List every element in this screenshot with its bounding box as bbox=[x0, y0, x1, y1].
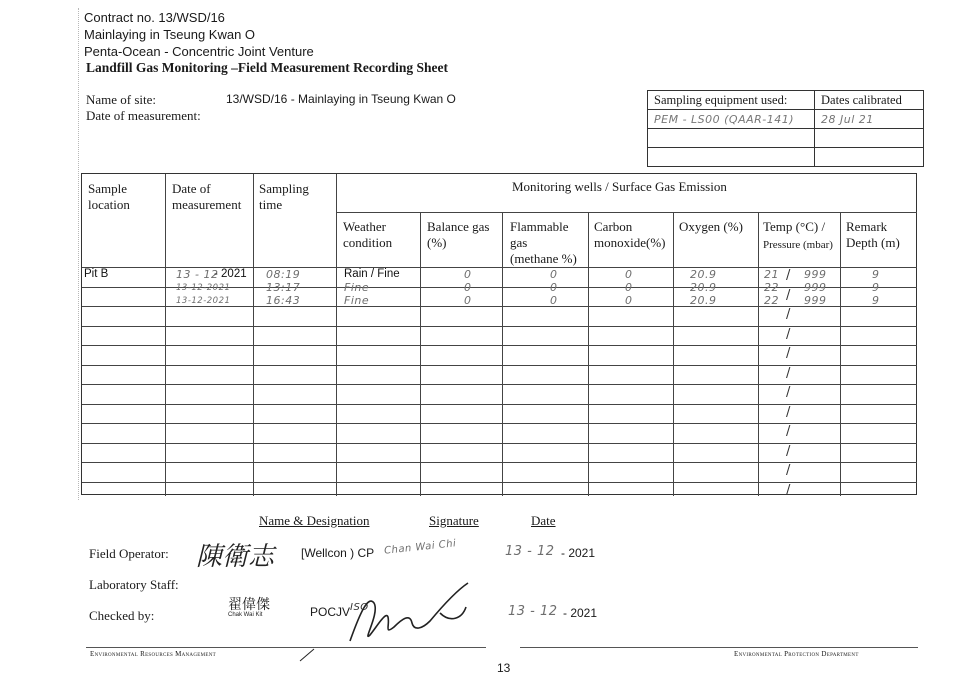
row-divider bbox=[82, 345, 917, 346]
project-name: Mainlaying in Tseung Kwan O bbox=[84, 27, 256, 42]
site-name-value: 13/WSD/16 - Mainlaying in Tseung Kwan O bbox=[226, 92, 456, 106]
footer-right: Environmental Protection Department bbox=[734, 650, 859, 658]
cell-temp: 22 bbox=[764, 294, 779, 307]
cell-flammable: 0 bbox=[550, 268, 558, 281]
checked-by-designation: POCJV bbox=[310, 605, 351, 619]
field-operator-date-hand: 13 - 12 bbox=[505, 544, 555, 559]
calibration-date: 28 Jul 21 bbox=[821, 112, 874, 126]
col-divider bbox=[165, 174, 166, 496]
equipment-empty-cell bbox=[648, 148, 815, 167]
cell-carbon: 0 bbox=[625, 268, 633, 281]
col-divider bbox=[502, 212, 503, 496]
cell-carbon: 0 bbox=[625, 294, 633, 307]
cell-date-hand: 13 - 12 bbox=[176, 268, 219, 281]
row-divider bbox=[82, 443, 917, 444]
temp-pressure-slash: / bbox=[786, 463, 791, 478]
cell-weather: Fine bbox=[344, 294, 370, 307]
temp-pressure-slash: / bbox=[786, 443, 791, 459]
col-divider bbox=[420, 212, 421, 496]
header-sample-location: Sample location bbox=[88, 181, 130, 212]
cell-oxygen: 20.9 bbox=[690, 281, 717, 294]
row-divider bbox=[82, 404, 917, 405]
header-balance-gas: Balance gas (%) bbox=[427, 219, 490, 250]
header-weather: Weather condition bbox=[343, 219, 393, 250]
checked-by-date-year: - 2021 bbox=[563, 606, 598, 620]
temp-pressure-slash: / bbox=[786, 268, 791, 283]
footer-rule-left bbox=[86, 647, 486, 648]
col-divider bbox=[758, 212, 759, 496]
equipment-value: PEM - LS00 (QAAR-141) bbox=[654, 112, 795, 126]
cell-pressure: 999 bbox=[804, 294, 827, 307]
col-date: Date bbox=[531, 513, 556, 528]
header-flammable-gas: Flammable gas (methane %) bbox=[510, 219, 577, 266]
header-block bbox=[84, 9, 314, 60]
row-divider bbox=[82, 423, 917, 424]
checked-by-signature bbox=[290, 573, 490, 663]
cell-remark: 9 bbox=[872, 281, 880, 294]
field-operator-chinese-signature: 陳衛志 bbox=[196, 542, 275, 572]
field-operator-label: Field Operator: bbox=[89, 546, 169, 561]
row-divider bbox=[82, 326, 917, 327]
temp-pressure-slash: / bbox=[786, 307, 791, 322]
cell-oxygen: 20.9 bbox=[690, 294, 717, 307]
checked-by-chinese-name: 翟偉傑 bbox=[228, 597, 270, 613]
temp-pressure-slash: / bbox=[786, 287, 791, 303]
field-operator-designation: [Wellcon ) CP bbox=[301, 546, 375, 560]
cell-location: Pit B bbox=[84, 268, 109, 280]
cell-temp: 22 bbox=[764, 281, 779, 294]
checked-by-english-name: Chak Wai Kit bbox=[228, 612, 263, 618]
equipment-table bbox=[647, 90, 924, 167]
checked-by-date-hand: 13 - 12 bbox=[508, 604, 558, 619]
measurement-table bbox=[81, 173, 917, 498]
cell-remark: 9 bbox=[872, 294, 880, 307]
row-divider bbox=[82, 482, 917, 483]
cell-remark: 9 bbox=[872, 268, 880, 281]
checked-by-label: Checked by: bbox=[89, 608, 155, 623]
page-margin-line bbox=[78, 8, 79, 500]
header-remark-depth: Remark Depth (m) bbox=[846, 219, 900, 250]
field-operator-signature: Chan Wai Chi bbox=[383, 538, 457, 557]
calibration-header: Dates calibrated bbox=[815, 91, 924, 110]
col-divider bbox=[253, 174, 254, 496]
col-divider bbox=[336, 174, 337, 496]
col-signature: Signature bbox=[429, 513, 479, 528]
equipment-empty-cell bbox=[648, 129, 815, 148]
cell-time: 16:43 bbox=[266, 294, 301, 307]
site-name-label: Name of site: bbox=[86, 92, 157, 107]
calibration-empty-cell bbox=[815, 129, 924, 148]
temp-pressure-slash: / bbox=[786, 346, 791, 361]
measurement-date-label: Date of measurement: bbox=[86, 108, 201, 123]
temp-pressure-slash: / bbox=[786, 385, 791, 400]
cell-oxygen: 20.9 bbox=[690, 268, 717, 281]
col-divider bbox=[673, 212, 674, 496]
cell-time: 13:17 bbox=[266, 281, 301, 294]
col-name-designation: Name & Designation bbox=[259, 513, 370, 528]
cell-flammable: 0 bbox=[550, 281, 558, 294]
contract-number: Contract no. 13/WSD/16 bbox=[84, 10, 225, 25]
cell-carbon: 0 bbox=[625, 281, 633, 294]
row-divider bbox=[336, 212, 917, 213]
field-operator-date-year: - 2021 bbox=[561, 546, 596, 560]
header-carbon-monoxide: Carbon monoxide(%) bbox=[594, 219, 666, 250]
cell-balance: 0 bbox=[464, 268, 472, 281]
page-number: 13 bbox=[497, 661, 511, 675]
col-divider bbox=[588, 212, 589, 496]
temp-pressure-slash: / bbox=[786, 404, 791, 420]
temp-pressure-slash: / bbox=[786, 365, 791, 381]
row-divider bbox=[82, 462, 917, 463]
laboratory-staff-label: Laboratory Staff: bbox=[89, 577, 179, 592]
temp-pressure-slash: / bbox=[786, 424, 791, 439]
checked-by-designation-hand: ISO bbox=[350, 602, 369, 613]
temp-pressure-slash: / bbox=[786, 482, 791, 498]
cell-balance: 0 bbox=[464, 294, 472, 307]
cell-flammable: 0 bbox=[550, 294, 558, 307]
row-divider bbox=[82, 365, 917, 366]
cell-weather: Fine bbox=[344, 281, 370, 294]
cell-temp: 21 bbox=[764, 268, 779, 281]
cell-pressure: 999 bbox=[804, 281, 827, 294]
header-temp-pressure: Temp (°C) / Pressure (mbar) bbox=[763, 219, 833, 251]
cell-date-year: - 2021 bbox=[214, 268, 247, 280]
header-sampling-time: Sampling time bbox=[259, 181, 309, 212]
temp-pressure-slash: / bbox=[786, 326, 791, 342]
row-divider bbox=[82, 306, 917, 307]
calibration-empty-cell bbox=[815, 148, 924, 167]
cell-pressure: 999 bbox=[804, 268, 827, 281]
footer-rule-right bbox=[520, 647, 918, 648]
cell-balance: 0 bbox=[464, 281, 472, 294]
cell-time: 08:19 bbox=[266, 268, 301, 281]
cell-date-hand: 13-12-2021 bbox=[176, 283, 231, 293]
col-divider bbox=[840, 212, 841, 496]
row-divider bbox=[82, 384, 917, 385]
contractor-name: Penta-Ocean - Concentric Joint Venture bbox=[84, 44, 314, 59]
sheet-title: Landfill Gas Monitoring –Field Measurement Recording Sheet bbox=[86, 60, 448, 75]
equipment-header: Sampling equipment used: bbox=[648, 91, 815, 110]
footer-left: Environmental Resources Management bbox=[90, 650, 216, 658]
cell-date-hand: 13-12-2021 bbox=[176, 296, 231, 306]
cell-weather: Rain / Fine bbox=[344, 268, 400, 280]
header-oxygen: Oxygen (%) bbox=[679, 219, 743, 234]
header-date-of-measurement: Date of measurement bbox=[172, 181, 242, 212]
header-monitoring-group: Monitoring wells / Surface Gas Emission bbox=[512, 179, 727, 194]
